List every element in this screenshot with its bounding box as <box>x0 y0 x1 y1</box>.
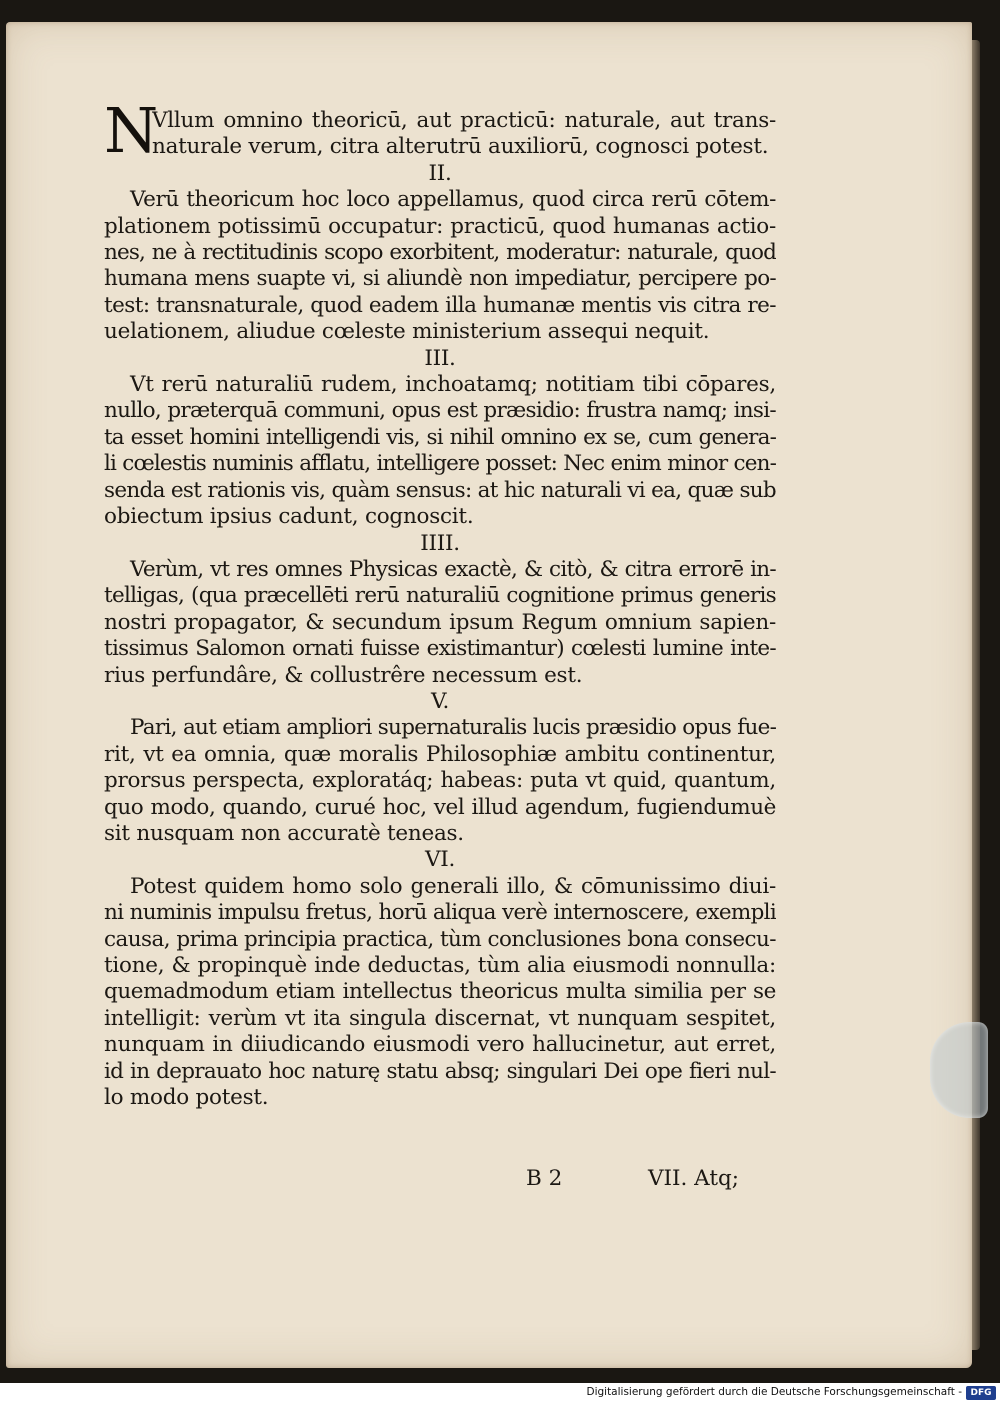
section <box>104 847 776 1111</box>
text-line: Vt rerū naturaliū rudem, inchoatamq; notitiam tibi cōpares, <box>130 372 776 398</box>
text-line: Verū theoricum hoc loco appellamus, quod circa rerū cōtem- <box>130 187 776 213</box>
text-line: li cœlestis numinis afflatu, intelligere posset: Nec enim minor cen- <box>104 451 776 477</box>
section-number: VI. <box>424 847 456 873</box>
text-line: Verùm, vt res omnes Physicas exactè, & citò, & citra errorē in- <box>130 556 776 582</box>
signature-mark: B 2 <box>526 1166 563 1191</box>
section <box>104 346 776 531</box>
text-line: nullo, præterquā communi, opus est præsidio: frustra namq; insi- <box>104 398 776 424</box>
text-line: tissimus Salomon ornati fuisse existimantur) cœlesti lumine inte- <box>104 636 776 662</box>
digitization-credit: Digitalisierung gefördert durch die Deutsche Forschungsgemeinschaft - <box>586 1386 962 1398</box>
section-number: III. <box>424 345 456 371</box>
section-number: II. <box>428 160 452 186</box>
page-text <box>104 94 776 1111</box>
text-line: quo modo, quando, curué hoc, vel illud agendum, fugiendumuè <box>104 794 776 820</box>
page-clip <box>930 1022 988 1118</box>
text-line: Pari, aut etiam ampliori supernaturalis lucis præsidio opus fue- <box>130 715 776 741</box>
text-line: lo modo potest. <box>104 1085 269 1111</box>
section-number: IIII. <box>420 530 460 556</box>
text-line: uelationem, aliudue cœleste ministerium assequi nequit. <box>104 319 710 345</box>
text-line: senda est rationis vis, quàm sensus: at hic naturali vi ea, quæ sub <box>104 477 776 503</box>
section <box>104 531 776 689</box>
catchword: VII. Atq; <box>648 1166 739 1191</box>
sections <box>104 161 776 1112</box>
text-line: rit, vt ea omnia, quæ moralis Philosophiæ ambitu continentur, <box>104 741 776 767</box>
text-line: prorsus perspecta, exploratáq; habeas: puta vt quid, quantum, <box>104 768 776 794</box>
text-line: sit nusquam non accuratè teneas. <box>104 820 464 846</box>
text-line: ni numinis impulsu fretus, horū aliqua verè internoscere, exempli <box>104 900 776 926</box>
text-line: quemadmodum etiam intellectus theoricus multa similia per se <box>104 979 776 1005</box>
text-line: humana mens suapte vi, si aliundè non impediatur, percipere po- <box>104 266 776 292</box>
text-line: id in deprauato hoc naturę statu absq; singulari Dei ope fieri nul- <box>104 1058 776 1084</box>
text-line: Potest quidem homo solo generali illo, & cōmunissimo diui- <box>130 873 776 899</box>
dfg-logo: DFG <box>966 1386 996 1400</box>
text-line: plationem potissimū occupatur: practicū, quod humanas actio- <box>104 213 776 239</box>
text-line: ta esset homini intelligendi vis, si nihil omnino ex se, cum genera- <box>104 424 776 450</box>
text-line: telligas, (qua præcellēti rerū naturaliū cognitione primus generis <box>104 583 776 609</box>
text-line: Vllum omnino theoricū, aut practicū: naturale, aut trans- <box>152 108 776 133</box>
text-line: causa, prima principia practica, tùm conclusiones bona consecu- <box>104 926 776 952</box>
text-line: intelligit: verùm vt ita singula discernat, vt nunquam sespitet, <box>104 1005 776 1031</box>
text-line: test: transnaturale, quod eadem illa humanæ mentis vis citra re- <box>104 292 776 318</box>
text-line: tione, & propinquè inde deductas, tùm alia eiusmodi nonnulla: <box>104 953 776 978</box>
opening-lines <box>152 104 776 161</box>
text-line: naturale verum, citra alterutrū auxiliorū, cognosci potest. <box>152 134 769 160</box>
text-line: nostri propagator, & secundum ipsum Regum omnium sapien- <box>104 609 776 635</box>
drop-cap: N <box>104 94 158 167</box>
opening-paragraph <box>104 94 776 167</box>
text-line: rius perfundâre, & collustrêre necessum est. <box>104 662 583 688</box>
section <box>104 161 776 346</box>
text-line: nes, ne à rectitudinis scopo exorbitent, moderatur: naturale, quod <box>104 240 776 266</box>
section-number: V. <box>430 688 450 714</box>
text-line: nunquam in diiudicando eiusmodi vero hallucinetur, aut erret, <box>104 1032 776 1058</box>
text-line: obiectum ipsius cadunt, cognoscit. <box>104 504 474 530</box>
section <box>104 689 776 847</box>
page-edge <box>972 40 980 1350</box>
